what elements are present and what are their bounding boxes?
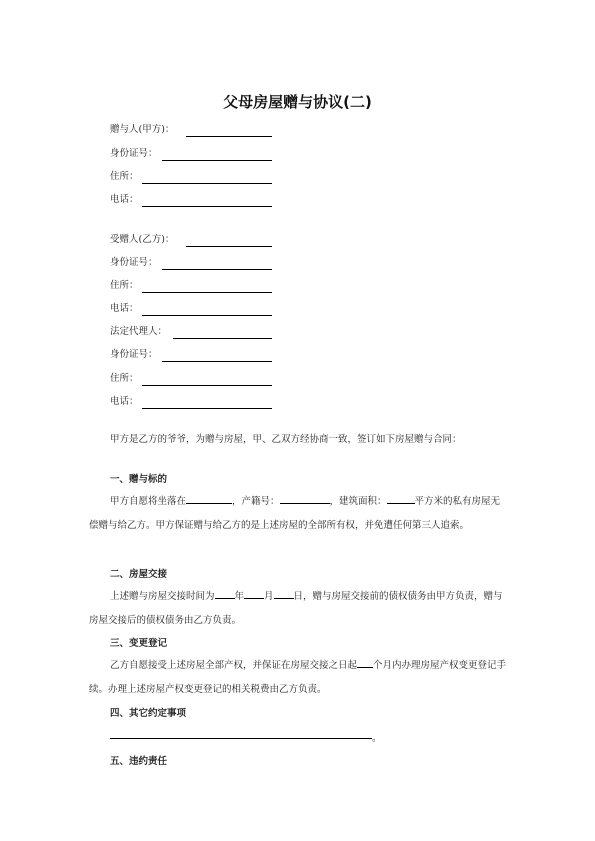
section-3-body xyxy=(89,654,509,701)
section-1-body xyxy=(89,490,509,537)
intro-paragraph: 甲方是乙方的爷爷，为赠与房屋，甲、乙双方经协商一致，签订如下房屋赠与合同： xyxy=(110,434,462,445)
agent-phone-field[interactable] xyxy=(110,396,272,408)
agent-id-label: 身份证号： xyxy=(110,349,158,360)
section-1-text-3: ，建筑面积： xyxy=(329,496,387,507)
donee-address-line xyxy=(142,292,272,293)
agent-id-line xyxy=(162,361,272,362)
document-title: 父母房屋赠与协议(二) xyxy=(223,93,372,111)
donor-id-label: 身份证号： xyxy=(110,148,158,159)
donor-id-field[interactable] xyxy=(110,148,272,160)
section-2-text-2: 日，赠与房屋交接前的债权债务由甲方负责，赠与房屋交接后的债权债务由乙方负责。 xyxy=(89,591,503,626)
donee-address-label: 住所： xyxy=(110,280,139,291)
donor-id-line xyxy=(162,160,272,161)
section-5-heading: 五、违约责任 xyxy=(110,756,168,767)
section-3-text-1: 乙方自愿接受上述房屋全部产权，并保证在房屋交接之日起 xyxy=(110,660,358,671)
donee-phone-field[interactable] xyxy=(110,303,272,315)
section-2-text-1: 上述赠与房屋交接时间为 xyxy=(110,591,215,602)
section-1-heading: 一、赠与标的 xyxy=(110,474,168,485)
donee-phone-line xyxy=(142,315,272,316)
handover-day-blank[interactable] xyxy=(274,588,294,599)
donor-name-label: 赠与人(甲方)： xyxy=(110,124,175,135)
handover-year-blank[interactable] xyxy=(215,588,235,599)
agent-address-label: 住所： xyxy=(110,373,139,384)
donee-name-label: 受赠人(乙方)： xyxy=(110,234,175,245)
section-3-heading: 三、变更登记 xyxy=(110,638,168,649)
donor-phone-field[interactable] xyxy=(110,194,272,206)
agent-name-line xyxy=(173,338,272,339)
donor-address-label: 住所： xyxy=(110,171,139,182)
donor-address-field[interactable] xyxy=(110,171,272,183)
month-label: 月 xyxy=(264,591,274,602)
other-terms-period: 。 xyxy=(372,733,382,744)
area-blank[interactable] xyxy=(387,493,415,504)
months-blank[interactable] xyxy=(357,657,373,668)
section-1-text-1: 甲方自愿将坐落在 xyxy=(110,496,187,507)
section-2-body xyxy=(89,585,509,632)
section-4-heading: 四、其它约定事项 xyxy=(110,708,187,719)
agent-id-field[interactable] xyxy=(110,349,272,361)
other-terms-line[interactable] xyxy=(110,738,372,739)
donee-id-line xyxy=(162,269,272,270)
agent-address-line xyxy=(142,385,272,386)
donee-id-field[interactable] xyxy=(110,257,272,269)
agent-address-field[interactable] xyxy=(110,373,272,385)
property-number-blank[interactable] xyxy=(280,493,330,504)
agent-name-field[interactable] xyxy=(110,326,272,338)
handover-month-blank[interactable] xyxy=(244,588,264,599)
donor-address-line xyxy=(142,183,272,184)
donor-name-line xyxy=(186,136,272,137)
location-blank[interactable] xyxy=(186,493,232,504)
donee-name-field[interactable] xyxy=(110,234,272,246)
section-1-text-4: 平方米的私有房屋无偿赠与给乙方。甲方保证赠与给乙方的是上述房屋的全部所有权，并免遭任何第三人追索。 xyxy=(89,496,501,531)
year-label: 年 xyxy=(234,591,245,602)
section-3-text-2: 个月内办理房屋产权变更登记手续。办理上述房屋产权变更登记的相关税费由乙方负责。 xyxy=(89,660,507,695)
donor-phone-line xyxy=(142,206,272,207)
donee-id-label: 身份证号： xyxy=(110,257,158,268)
section-1-text-2: ，产籍号： xyxy=(232,496,280,507)
donee-phone-label: 电话： xyxy=(110,303,139,314)
donee-name-line xyxy=(186,246,272,247)
donee-address-field[interactable] xyxy=(110,280,272,292)
donor-name-field[interactable] xyxy=(110,124,272,136)
agent-phone-line xyxy=(142,408,272,409)
section-2-heading: 二、房屋交接 xyxy=(110,569,168,580)
agent-phone-label: 电话： xyxy=(110,396,139,407)
agent-name-label: 法定代理人： xyxy=(110,326,168,337)
donor-phone-label: 电话： xyxy=(110,194,139,205)
